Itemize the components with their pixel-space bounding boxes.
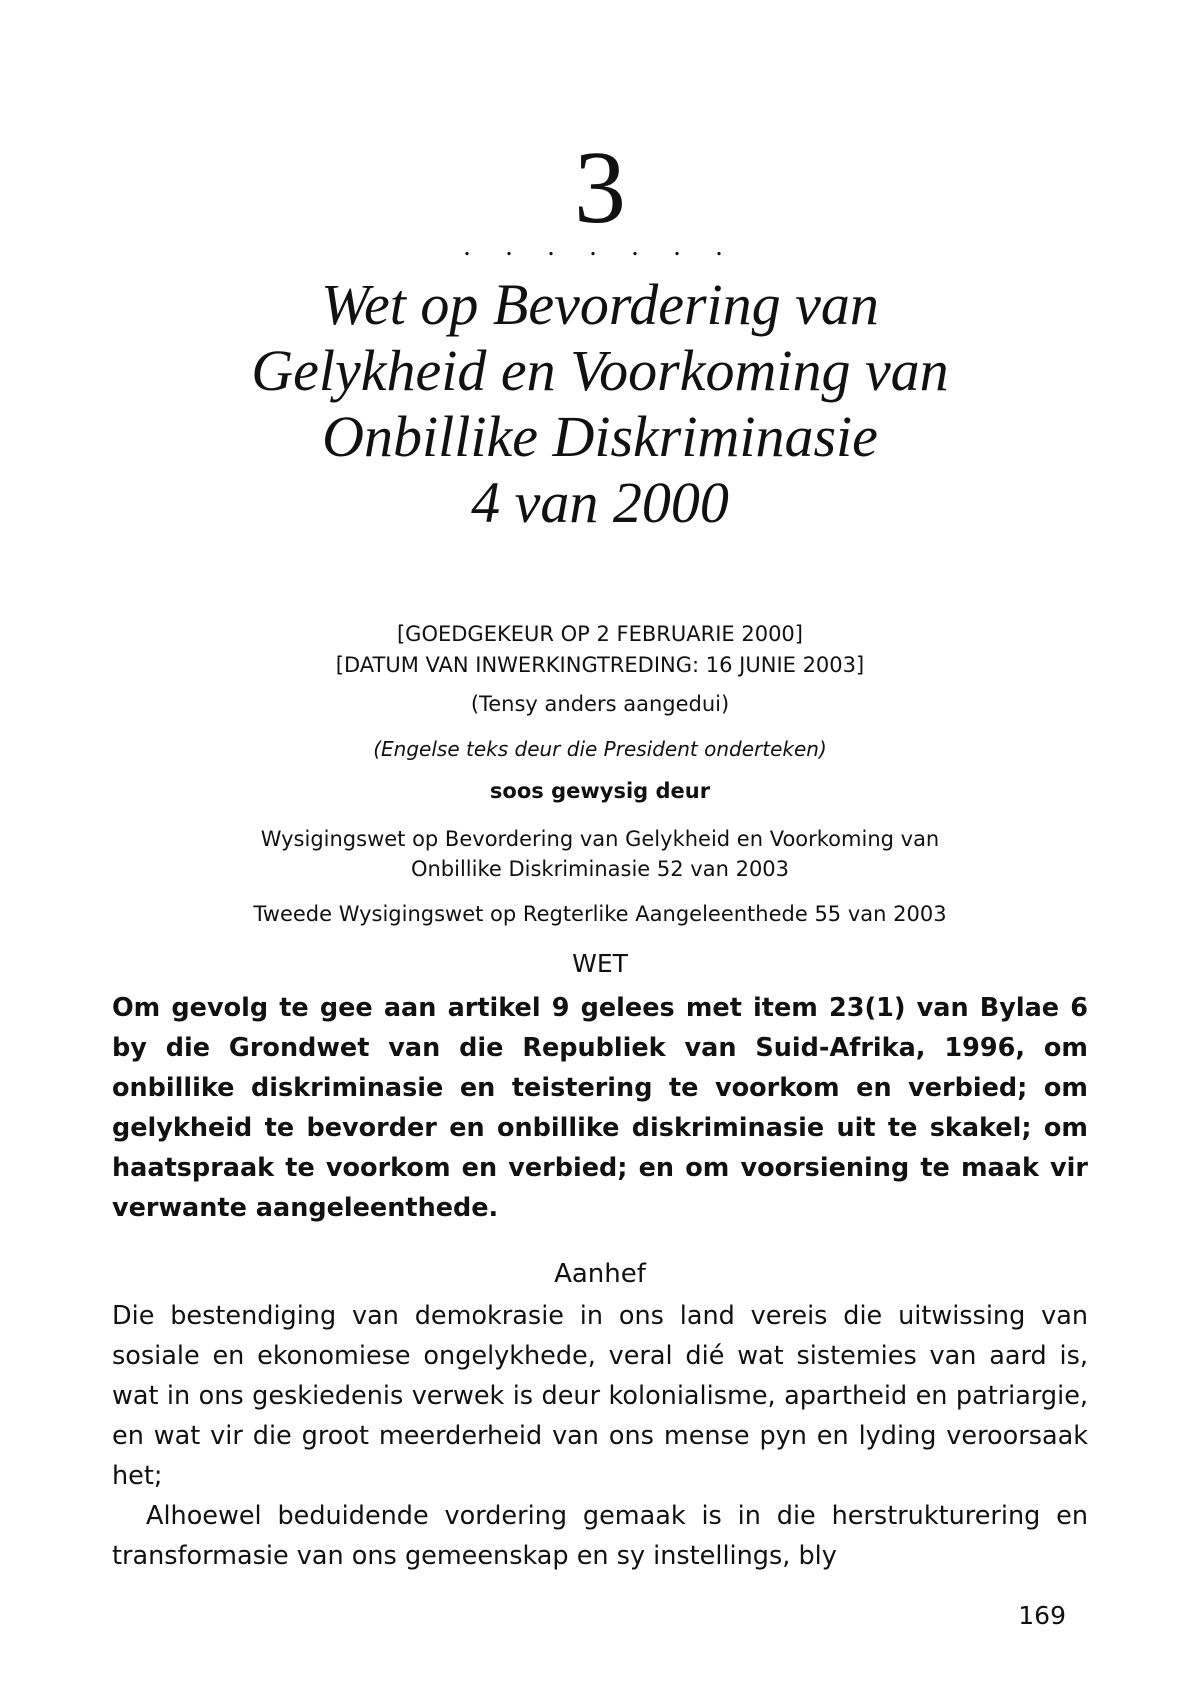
- act-number: 4 van 2000: [471, 470, 729, 535]
- act-title-line: Wet op Bevordering van: [321, 272, 879, 337]
- act-title-line: Onbillike Diskriminasie: [322, 404, 878, 469]
- amendment-act: Onbillike Diskriminasie 52 van 2003: [410, 857, 790, 881]
- preamble-paragraph: Die bestendiging van demokrasie in ons land vereis die uitwissing van sosiale en ekonomiese ongelykhede, veral dié wat sistemies van aard is, wat in ons geskiedenis verwek is deur kolonialisme, apartheid en patriargie, en wat vir die groot meerderheid van ons mense pyn en lyding veroorsaak het;: [112, 1301, 1088, 1491]
- page-number: 169: [1018, 1601, 1066, 1630]
- commencement-date: [DATUM VAN INWERKINGTREDING: 16 JUNIE 2003]: [335, 653, 865, 677]
- chapter-ornament: . . . . . . .: [463, 231, 737, 262]
- unless-note: (Tensy anders aangedui): [470, 692, 730, 716]
- act-title: [100, 272, 1100, 536]
- chapter-number: 3: [574, 130, 626, 245]
- preamble-text: [112, 1296, 1088, 1576]
- assent-date: [GOEDGEKEUR OP 2 FEBRUARIE 2000]: [396, 622, 803, 646]
- amended-by-label: soos gewysig deur: [489, 779, 711, 803]
- act-title-line: Gelykheid en Voorkoming van: [251, 338, 949, 403]
- amendment-act: Wysigingswet op Bevordering van Gelykheid en Voorkoming van: [260, 827, 940, 851]
- preamble-heading: Aanhef: [554, 1259, 646, 1289]
- long-title: Om gevolg te gee aan artikel 9 gelees met item 23(1) van Bylae 6 by die Grondwet van die Republiek van Suid-Afrika, 1996, om onbillike diskriminasie en teistering te voorkom en verbied; om gelykheid te bevorder en onbillike diskriminasie uit te skakel; om haatspraak te voorkom en verbied; en om voorsiening te maak vir verwante aangeleenthede.: [112, 993, 1088, 1223]
- signed-note: (Engelse teks deur die President onderteken): [373, 737, 827, 761]
- preamble-paragraph: Alhoewel beduidende vordering gemaak is in die herstrukturering en transformasie van ons gemeenskap en sy instellings, bly: [112, 1501, 1088, 1571]
- amendment-act: Tweede Wysigingswet op Regterlike Aangeleenthede 55 van 2003: [253, 902, 947, 926]
- act-heading: WET: [572, 949, 628, 978]
